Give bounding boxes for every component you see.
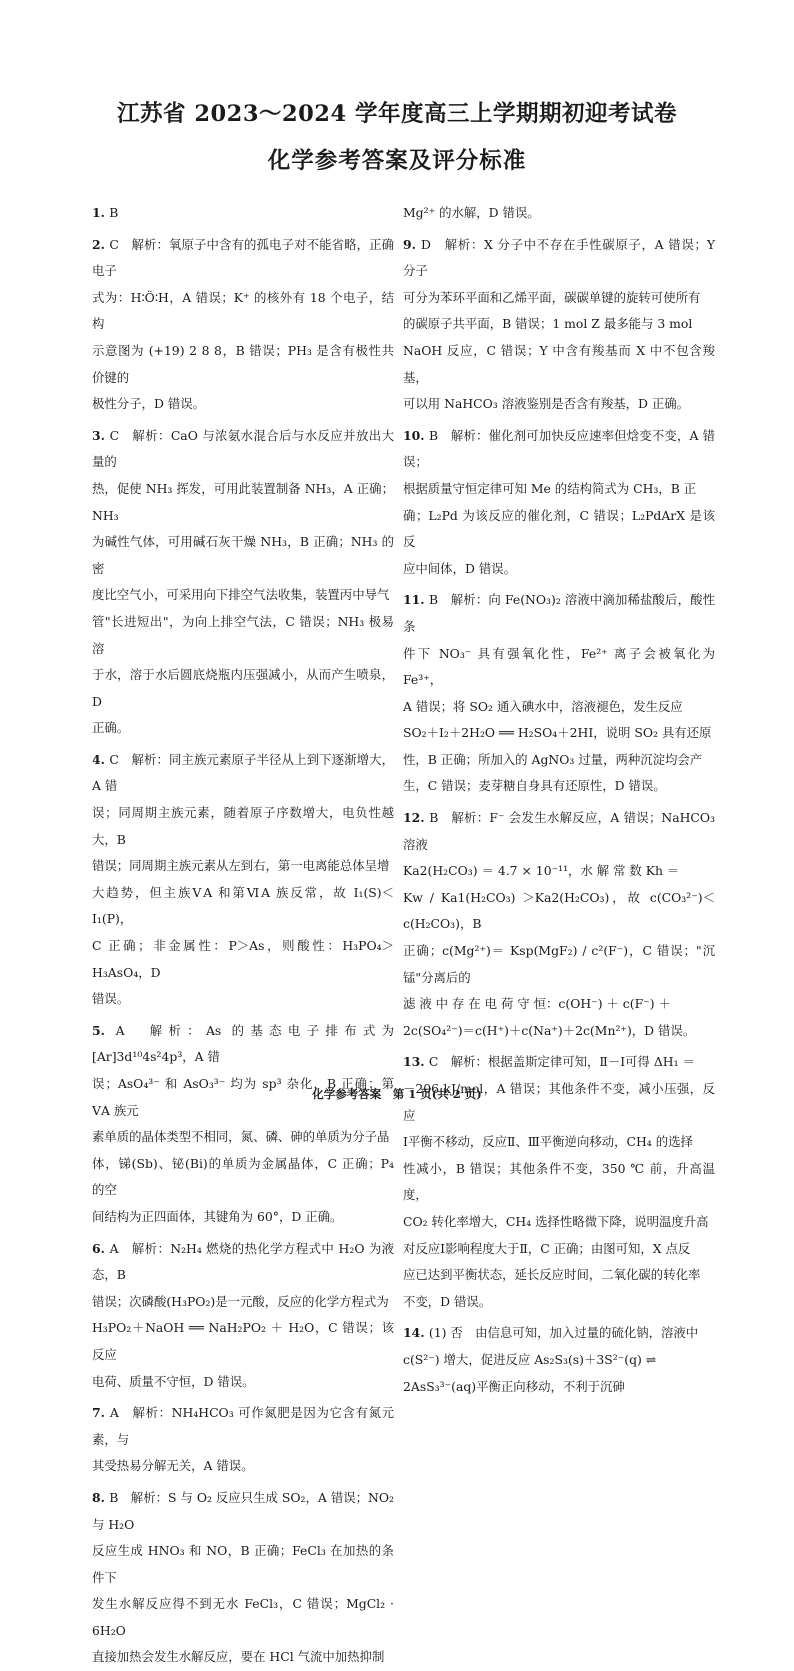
explanation-line: 解析：催化剂可加快反应速率但焓变不变，A 错误；	[403, 427, 715, 470]
explanation-line: 直接加热会发生水解反应，要在 HCl 气流中加热抑制	[92, 1649, 385, 1665]
explanation-line: A 错误；将 SO₂ 通入碘水中，溶液褪色，发生反应	[403, 698, 683, 714]
explanation-line: 体，锑(Sb)、铋(Bi)的单质为金属晶体，C 正确；P₄ 的空	[92, 1155, 394, 1198]
explanation-line: 热，促使 NH₃ 挥发，可用此装置制备 NH₃，A 正确；NH₃	[92, 480, 394, 523]
explanation-line: 错误；同周期主族元素从左到右，第一电离能总体呈增	[92, 858, 390, 874]
explanation-line: 式为：H∶Ö∶H，A 错误；K⁺ 的核外有 18 个电子，结构	[92, 289, 394, 332]
explanation-line: 不变，D 错误。	[403, 1293, 492, 1309]
explanation-line: 误；AsO₄³⁻ 和 AsO₃³⁻ 均为 sp³ 杂化，B 正确；第ⅤA 族元	[92, 1076, 394, 1118]
question-number: 5.	[92, 1022, 116, 1038]
explanation-line: －206 kJ/mol，A 错误；其他条件不变，减小压强，反应	[403, 1081, 715, 1123]
explanation-line: 应中间体，D 错误。	[403, 560, 516, 576]
answer-item	[92, 423, 394, 742]
explanation-line: 其受热易分解无关，A 错误。	[92, 1458, 254, 1474]
answer-item	[403, 232, 715, 418]
explanation-line: CO₂ 转化率增大，CH₄ 选择性略微下降，说明温度升高	[403, 1213, 709, 1229]
answer-item	[92, 232, 394, 418]
explanation-line: 于水，溶于水后圆底烧瓶内压强减小，从而产生喷泉，D	[92, 667, 394, 709]
answer-letter: A	[109, 1240, 132, 1256]
page-footer: 化学参考答案 第 1 页(共 2 页)	[312, 1087, 482, 1101]
answer-column-right	[403, 200, 715, 1400]
answer-letter: B	[429, 592, 451, 608]
question-number: 12.	[403, 810, 430, 826]
answer-letter: D	[420, 236, 445, 252]
explanation-line: 2c(SO₄²⁻)＝c(H⁺)＋c(Na⁺)＋2c(Mn²⁺)，D 错误。	[403, 1022, 696, 1038]
explanation-line: 极性分子，D 错误。	[92, 396, 205, 412]
explanation-line: 发生水解反应得不到无水 FeCl₃，C 错误；MgCl₂ · 6H₂O	[92, 1596, 394, 1638]
question-number: 13.	[403, 1054, 429, 1070]
question-number: 7.	[92, 1405, 110, 1421]
explanation-line: 为碱性气体，可用碱石灰干燥 NH₃，B 正确；NH₃ 的密	[92, 534, 394, 576]
explanation-line: SO₂＋I₂＋2H₂O ══ H₂SO₄＋2HI，说明 SO₂ 具有还原	[403, 725, 712, 741]
answer-letter: C	[109, 751, 132, 767]
explanation-line: 2AsS₃³⁻(aq)平衡正向移动，不利于沉砷	[403, 1378, 625, 1394]
answer-item	[403, 587, 715, 800]
explanation-line: 解析：NH₄HCO₃ 可作氮肥是因为它含有氮元素，与	[92, 1405, 395, 1447]
answer-column-left	[92, 200, 394, 1671]
explanation-line: Ⅰ平衡不移动，反应Ⅱ、Ⅲ平衡逆向移动，CH₄ 的选择	[403, 1134, 693, 1150]
answer-item	[403, 423, 715, 583]
question-number: 11.	[403, 592, 430, 608]
explanation-line: 可以用 NaHCO₃ 溶液鉴别是否含有羧基，D 正确。	[403, 396, 690, 412]
explanation-line: 管"长进短出"，为向上排空气法，C 错误；NH₃ 极易溶	[92, 613, 394, 656]
explanation-line: 解析：向 Fe(NO₃)₂ 溶液中滴加稀盐酸后，酸性条	[403, 592, 716, 634]
explanation-line: C 正确；非金属性：P＞As，则酸性：H₃PO₄＞H₃AsO₄，D	[92, 938, 394, 980]
page-subtitle: 化学参考答案及评分标准	[267, 148, 527, 174]
answer-item	[92, 1485, 394, 1671]
explanation-line: 的碳原子共平面，B 错误；1 mol Z 最多能与 3 mol	[403, 316, 693, 332]
explanation-line: 确；L₂Pd 为该反应的催化剂，C 错误；L₂PdArX 是该反	[403, 507, 715, 550]
explanation-line: NaOH 反应，C 错误；Y 中含有羧基而 X 中不包含羧基，	[403, 342, 715, 385]
answer-item	[92, 200, 394, 227]
answer-letter: C	[428, 1054, 451, 1070]
explanation-line: 度比空气小，可采用向下排空气法收集，装置丙中导气	[92, 587, 390, 603]
answer-letter: C	[109, 236, 132, 252]
explanation-line: 解析：As 的基态电子排布式为[Ar]3d¹⁰4s²4p³，A 错	[92, 1022, 395, 1065]
explanation-line: 解析：同主族元素原子半径从上到下逐渐增大，A 错	[92, 751, 395, 794]
explanation-line: 解析：氧原子中含有的孤电子对不能省略，正确电子	[92, 236, 395, 279]
explanation-line: 生，C 错误；麦芽糖自身具有还原性，D 错误。	[403, 778, 666, 794]
answer-item	[92, 1236, 394, 1396]
question-number: 3.	[92, 427, 110, 443]
explanation-line: 间结构为正四面体，其键角为 60°，D 正确。	[92, 1208, 343, 1224]
answer-letter: B	[109, 1489, 131, 1505]
question-number: 9.	[403, 236, 421, 252]
explanation-line: 解析：N₂H₄ 燃烧的热化学方程式中 H₂O 为液态，B	[92, 1240, 395, 1283]
explanation-line: c(S²⁻) 增大，促进反应 As₂S₃(s)＋3S²⁻(q) ⇌	[403, 1351, 657, 1367]
explanation-line: 误；同周期主族元素，随着原子序数增大，电负性越大，B	[92, 805, 394, 847]
explanation-line: (1) 否 由信息可知，加入过量的硫化钠，溶液中	[428, 1325, 699, 1341]
answer-letter: C	[109, 427, 133, 443]
question-number: 14.	[403, 1325, 429, 1341]
explanation-line: 电荷、质量不守恒，D 错误。	[92, 1373, 255, 1389]
explanation-line: 性，B 正确；所加入的 AgNO₃ 过量，两种沉淀均会产	[403, 751, 703, 767]
explanation-line: 大趋势，但主族ⅤA 和第ⅥA 族反常，故 I₁(S)＜I₁(P)，	[92, 884, 394, 927]
explanation-line: Kw / Ka1(H₂CO₃) ＞Ka2(H₂CO₃)，故 c(CO₃²⁻)＜c(H₂CO₃)，B	[403, 889, 715, 932]
explanation-line: 件下 NO₃⁻ 具有强氧化性，Fe²⁺ 离子会被氧化为 Fe³⁺，	[403, 645, 715, 688]
answer-item	[92, 1018, 394, 1231]
explanation-line: 正确。	[92, 720, 130, 736]
question-number: 6.	[92, 1240, 110, 1256]
explanation-line: H₃PO₂＋NaOH ══ NaH₂PO₂ ＋ H₂O，C 错误；该反应	[92, 1320, 394, 1362]
explanation-line: 根据质量守恒定律可知 Me 的结构简式为 CH₃，B 正	[403, 480, 697, 496]
explanation-line: 性减小，B 错误；其他条件不变，350 ℃ 前，升高温度，	[403, 1160, 715, 1203]
question-number: 1.	[92, 205, 110, 220]
explanation-line: 解析：X 分子中不存在手性碳原子，A 错误；Y 分子	[403, 236, 716, 279]
explanation-line: 解析：S 与 O₂ 反应只生成 SO₂，A 错误；NO₂ 与 H₂O	[92, 1489, 394, 1532]
explanation-line: Mg²⁺ 的水解，D 错误。	[403, 205, 540, 220]
explanation-line: 可分为苯环平面和乙烯平面，碳碳单键的旋转可使所有	[403, 289, 701, 305]
page-title: 江苏省 2023～2024 学年度高三上学期期初迎考试卷	[117, 101, 677, 127]
answer-letter: A	[115, 1022, 150, 1038]
explanation-line: 解析：CaO 与浓氨水混合后与水反应并放出大量的	[92, 427, 394, 470]
question-number: 10.	[403, 427, 430, 443]
explanation-line: 解析：F⁻ 会发生水解反应，A 错误；NaHCO₃ 溶液	[403, 810, 716, 852]
answer-item	[403, 805, 715, 1044]
answer-item	[403, 1320, 715, 1400]
explanation-line: 反应生成 HNO₃ 和 NO，B 正确；FeCl₃ 在加热的条件下	[92, 1543, 394, 1585]
answer-item	[92, 1400, 394, 1480]
answer-letter: A	[109, 1405, 133, 1421]
explanation-line: 解析：根据盖斯定律可知，Ⅱ－Ⅰ可得 ΔH₁ ＝	[450, 1054, 695, 1070]
answer-letter: B	[429, 810, 452, 826]
explanation-line: 示意图为 (+19) 2 8 8，B 错误；PH₃ 是含有极性共价键的	[92, 342, 394, 385]
answer-item	[403, 200, 715, 227]
explanation-line: 错误。	[92, 991, 130, 1007]
answer-item	[92, 747, 394, 1013]
question-number: 2.	[92, 236, 110, 252]
explanation-line: 素单质的晶体类型不相同，氮、磷、砷的单质为分子晶	[92, 1129, 390, 1145]
question-number: 8.	[92, 1489, 110, 1505]
answer-letter: B	[109, 205, 131, 220]
explanation-line: 错误；次磷酸(H₃PO₂)是一元酸，反应的化学方程式为	[92, 1293, 389, 1309]
explanation-line: 滤 液 中 存 在 电 荷 守 恒：c(OH⁻) ＋ c(F⁻) ＋	[403, 996, 671, 1012]
question-number: 4.	[92, 751, 110, 767]
answer-letter: B	[429, 427, 451, 443]
explanation-line: Ka2(H₂CO₃) ＝ 4.7 × 10⁻¹¹，水 解 常 数 Kh ＝	[403, 863, 680, 879]
explanation-line: 对反应Ⅰ影响程度大于Ⅱ，C 正确；由图可知，X 点反	[403, 1240, 691, 1256]
explanation-line: 正确；c(Mg²⁺)＝ Ksp(MgF₂) / c²(F⁻)，C 错误；"沉锰"分离后的	[403, 943, 715, 985]
explanation-line: 应已达到平衡状态，延长反应时间，二氧化碳的转化率	[403, 1267, 701, 1283]
